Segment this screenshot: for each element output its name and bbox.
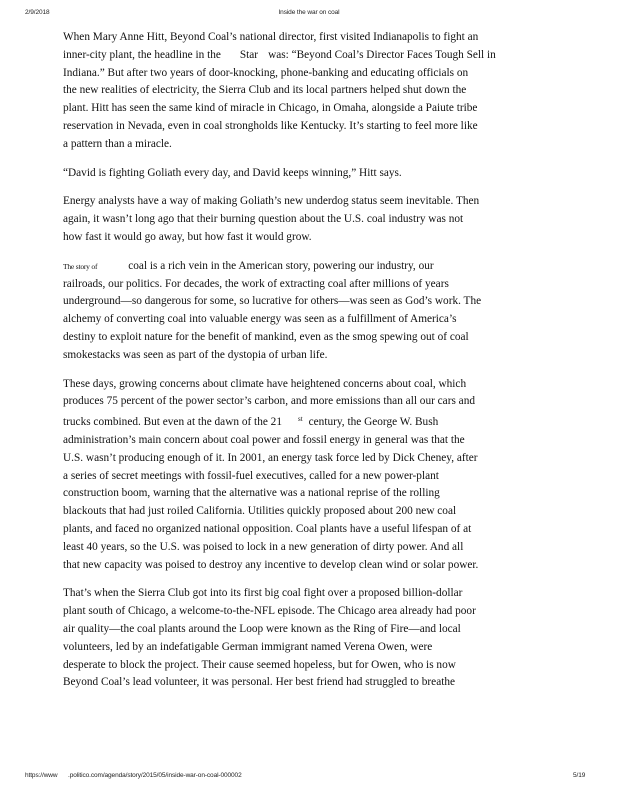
text-line: Energy analysts have a way of making Goliath’s new underdog status seem inevitable. Then xyxy=(63,195,480,208)
article-body xyxy=(63,29,563,703)
text-line: the new realities of electricity, the Sierra Club and its local partners helped shut down the xyxy=(63,84,467,97)
text-line: plants, and faced no organized national opposition. Coal plants have a useful lifespan of at xyxy=(63,522,472,535)
text-line: These days, growing concerns about climate have heightened concerns about coal, which xyxy=(63,377,467,390)
text-line: again, it wasn’t long ago that their burning question about the U.S. coal industry was not xyxy=(63,213,464,226)
footer-url-prefix: https://www xyxy=(25,772,58,779)
text-run: trucks combined. But even at the dawn of the 21 xyxy=(63,416,282,429)
text-line: blackouts that had just roiled California. Utilities quickly proposed about 200 new coal xyxy=(63,505,457,518)
text-line: plant south of Chicago, a welcome-to-the-NFL episode. The Chicago area already had poor xyxy=(63,605,476,618)
print-date: 2/9/2018 xyxy=(25,9,50,16)
text-line: administration’s main concern about coal power and fossil energy in general was that the xyxy=(63,433,465,446)
text-run: was: “Beyond Coal’s Director Faces Tough Sell in xyxy=(268,48,496,61)
print-title: Inside the war on coal xyxy=(278,9,340,16)
text-run: Star xyxy=(239,48,259,61)
text-line: a pattern than a miracle. xyxy=(63,137,172,150)
text-line: reservation in Nevada, even in coal strongholds like Kentucky. It’s starting to feel more like xyxy=(63,119,478,132)
text-line: smokestacks was seen as part of the dystopia of urban life. xyxy=(63,348,328,361)
text-line: underground—so dangerous for some, so lucrative for others—was seen as God’s work. The xyxy=(63,295,482,308)
text-line: how fast it would go away, but how fast it would grow. xyxy=(63,230,312,243)
footer-url-path: .politico.com/agenda/story/2015/05/inside-war-on-coal-000002 xyxy=(68,772,242,779)
text-run: century, the George W. Bush xyxy=(308,416,439,429)
text-line: that new capacity was poised to destroy any incentive to develop clean wind or solar power. xyxy=(63,558,479,571)
text-run: coal is a rich vein in the American story, powering our industry, our xyxy=(128,259,434,272)
text-line: construction boom, warning that the alternative was a national reprise of the rolling xyxy=(63,487,440,500)
paragraph-2 xyxy=(63,165,563,183)
text-line: When Mary Anne Hitt, Beyond Coal’s national director, first visited Indianapolis to fight an xyxy=(63,31,479,43)
text-line: least 40 years, so the U.S. was poised to lock in a new generation of dirty power. And all xyxy=(63,540,464,553)
text-line: alchemy of converting coal into valuable energy was seen as a fulfillment of America’s xyxy=(63,313,457,326)
text-line: a series of secret meetings with fossil-fuel executives, called for a new power-plant xyxy=(63,469,439,482)
paragraph-1 xyxy=(63,29,563,154)
text-line: produces 75 percent of the power sector’s carbon, and more emissions than all our cars and xyxy=(63,395,475,408)
text-line: desperate to block the project. Their cause seemed hopeless, but for Owen, who is now xyxy=(63,658,456,671)
text-line: destiny to exploit nature for the benefit of mankind, even as the smog spewing out of coal xyxy=(63,330,469,343)
text-line xyxy=(63,47,563,65)
text-line: air quality—the coal plants around the Loop were known as the Ring of Fire—and local xyxy=(63,622,461,635)
text-line xyxy=(63,258,563,276)
text-line: Beyond Coal’s lead volunteer, it was personal. Her best friend had struggled to breathe xyxy=(63,676,456,689)
text-line xyxy=(63,411,563,432)
paragraph-4 xyxy=(63,258,563,365)
text-run: inner-city plant, the headline in the xyxy=(63,48,221,61)
text-line: Indiana.” But after two years of door-knocking, phone-banking and educating officials on xyxy=(63,66,469,79)
superscript: st xyxy=(297,415,303,424)
text-line: volunteers, led by an indefatigable German immigrant named Verena Owen, were xyxy=(63,640,433,653)
text-line: U.S. wasn’t producing enough of it. In 2001, an energy task force led by Dick Cheney, after xyxy=(63,451,478,464)
text-line: That’s when the Sierra Club got into its first big coal fight over a proposed billion-dollar xyxy=(63,587,463,600)
paragraph-6 xyxy=(63,585,563,692)
page-number: 5/19 xyxy=(573,772,586,779)
paragraph-5 xyxy=(63,376,563,575)
text-line: “David is fighting Goliath every day, and David keeps winning,” Hitt says. xyxy=(63,166,402,179)
text-line: plant. Hitt has seen the same kind of miracle in Chicago, in Omaha, alongside a Paiute tribe xyxy=(63,102,478,115)
paragraph-3 xyxy=(63,193,563,246)
text-line: railroads, our politics. For decades, the work of extracting coal after millions of years xyxy=(63,277,449,290)
text-run: The story of xyxy=(63,261,98,271)
